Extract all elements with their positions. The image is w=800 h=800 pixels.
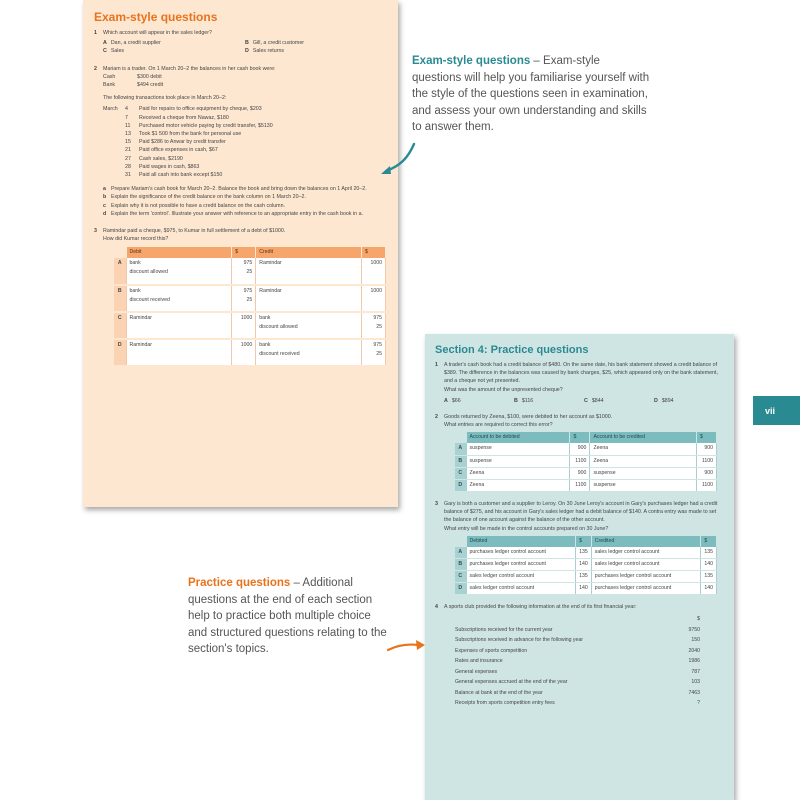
option-a: A Dan, a credit supplier — [103, 40, 161, 47]
transaction-day: 11 — [125, 122, 131, 129]
account-item-label: General expenses — [455, 668, 498, 675]
exam-q1-options — [94, 39, 387, 55]
month-label: March — [103, 106, 118, 113]
transaction-text: Paid for repairs to office equipment by cheque, $203 — [139, 106, 262, 113]
option-b: B $116 — [514, 397, 534, 404]
exam-q3-table: Debit $ Credit $ A bank discount allowed 975 25 Ramindar 1000 B bank discount received 975 25 Ramindar 1000 C Ramindar 1000 bank discount allowed 975 25 D Ramindar 1000 bank discount received 975 25 — [114, 247, 386, 367]
balance-label: Bank — [103, 82, 116, 89]
transaction-text: Paid office expenses in cash, $67 — [139, 147, 218, 154]
account-item-label: Expenses of sports competition — [455, 647, 528, 654]
account-item-label: Balance at bank at the end of the year — [455, 689, 543, 696]
account-item-value: 7463 — [688, 689, 700, 696]
transaction-text: Paid wages in cash, $863 — [139, 163, 200, 170]
table-row: D Zeena 1100 suspense 1100 — [455, 479, 717, 491]
transaction-day: 15 — [125, 139, 131, 146]
practice-questions-panel — [425, 334, 734, 800]
callout-practice: Practice questions – Additional questions at the end of each section help to practice both multiple choice and structured questions relating to the section's topics. — [188, 577, 387, 655]
table-row: B suspense 1100 Zeena 1100 — [455, 455, 717, 467]
transaction-day: 13 — [125, 131, 131, 138]
opening-balances — [94, 73, 387, 89]
callout-exam-style: Exam-style questions – Exam-style questions will help you familiarise yourself with the style of the questions seen in examination, and assess your own understanding and skills to answer them. — [412, 55, 650, 133]
option-c: C $844 — [584, 397, 604, 404]
account-item-value: ? — [697, 700, 700, 707]
account-item-value: 787 — [691, 668, 700, 675]
account-item-label: Subscriptions received in advance for the following year — [455, 637, 584, 644]
table-row: B bank discount received 975 25 Ramindar 1000 — [114, 285, 386, 312]
account-item-value: 103 — [691, 679, 700, 686]
practice-question-4: 4 A sports club provided the following information at the end of its first financial year: $ Subscriptions received for the current year 9750 Subscriptions received in advance for the following year 150 Expenses of sports competition 2040 Rates and insurance 1986 General expenses 787 General expenses accrued at the end of the year 103 Balance at bank at the end of the year 7463 Receipts from sports competition entry fees ? — [435, 603, 724, 709]
table-row: B purchases ledger control account 140 sales ledger control account 140 — [455, 559, 717, 571]
transaction-day: 28 — [125, 163, 131, 170]
option-d: D $894 — [654, 397, 674, 404]
table-row: D Ramindar 1000 bank discount received 975 25 — [114, 339, 386, 366]
account-item-label: Receipts from sports competition entry fees — [455, 700, 555, 707]
transactions-list — [94, 105, 387, 179]
option-a: A $66 — [444, 397, 461, 404]
practice-q2-table: Account to be debited $ Account to be credited $ A suspense 900 Zeena 900 B suspense 1100 Zeena 1100 C Zeena 900 suspense 900 D Zeena 1100 suspense 1100 — [455, 432, 717, 492]
transaction-text: Received a cheque from Nawaz, $180 — [139, 114, 229, 121]
table-row: A suspense 900 Zeena 900 — [455, 443, 717, 455]
practice-question-2: 2 Goods returned by Zeena, $100, were debited to her account as $1000. What entries are required to correct this error? Account to be debited $ Account to be credited $ A suspense 900 Zeena 900 B suspense 1100 Zeena 1100 C Zeena 900 suspense 900 D Zeena 1100 suspense 1100 — [435, 413, 724, 492]
part-b: b Explain the significance of the credit balance on the bank column on 1 March 20–2. — [103, 194, 306, 201]
option-d: D Sales returns — [245, 48, 285, 55]
transaction-text: Purchased motor vehicle paying by credit transfer, $5130 — [139, 122, 273, 129]
table-row: A purchases ledger control account 135 sales ledger control account 135 — [455, 547, 717, 559]
transaction-text: Paid $286 to Anwar by credit transfer — [139, 139, 226, 146]
callout-exam-arrow-icon — [378, 140, 418, 180]
account-item-label: Subscriptions received for the current year — [455, 626, 553, 633]
transaction-day: 31 — [125, 172, 131, 179]
page-number-tab: vii — [753, 396, 800, 425]
transaction-day: 4 — [125, 106, 128, 113]
account-item-value: 2040 — [688, 647, 700, 654]
practice-q3-table: Debited $ Credited $ A purchases ledger control account 135 sales ledger control account 135 B purchases ledger control account 140 sales ledger control account 140 C sales ledger control account 135 purchases ledger control account 135 D sales ledger control account 140 purchases ledger control account 140 — [455, 536, 717, 596]
practice-q1-options — [435, 397, 724, 405]
practice-title: Section 4: Practice questions — [435, 344, 589, 356]
exam-question-1: 1 Which account will appear in the sales ledger? A Dan, a credit supplier B Gill, a credit customer C Sales D Sales returns — [94, 29, 387, 56]
transaction-day: 27 — [125, 155, 131, 162]
callout-practice-arrow-icon — [386, 636, 426, 656]
account-item-value: 9750 — [688, 626, 700, 633]
balance-value: $494 credit — [137, 82, 164, 89]
transaction-text: Paid all cash into bank except $150 — [139, 172, 223, 179]
table-row: C Ramindar 1000 bank discount allowed 975 25 — [114, 312, 386, 339]
balance-label: Cash — [103, 73, 116, 80]
account-item-value: 1986 — [688, 658, 700, 665]
account-item-label: General expenses accrued at the end of the year — [455, 679, 568, 686]
table-row: D sales ledger control account 140 purchases ledger control account 140 — [455, 583, 717, 595]
balance-value: $300 debit — [137, 73, 162, 80]
table-row: C Zeena 900 suspense 900 — [455, 467, 717, 479]
transaction-text: Took $1 500 from the bank for personal use — [139, 131, 242, 138]
transaction-text: Cash sales, $2190 — [139, 155, 183, 162]
exam-title: Exam-style questions — [94, 10, 218, 24]
exam-q2-parts — [94, 185, 387, 218]
part-a: a Prepare Mariam's cash book for March 20–2. Balance the book and bring down the balances on 1 April 20–2. — [103, 186, 367, 193]
table-row: A bank discount allowed 975 25 Ramindar 1000 — [114, 258, 386, 285]
part-d: d Explain the term 'control'. Illustrate your answer with reference to an appropriate entry in the cash book in a. — [103, 210, 363, 217]
option-b: B Gill, a credit customer — [245, 40, 305, 47]
transaction-day: 21 — [125, 147, 131, 154]
practice-question-1: 1 A trader's cash book had a credit balance of $480. On the same date, his bank statement showed a credit balance of $389. The difference in the balances was caused by bank charges, $25, which appeared only on the bank statement, and a cheque not yet presented. What was the amount of the unpresented cheque? A $66 B $116 C $844 D $894 — [435, 361, 724, 405]
account-item-label: Rates and insurance — [455, 658, 503, 665]
club-accounts-list — [435, 625, 724, 709]
transaction-day: 7 — [125, 114, 128, 121]
exam-question-2: 2 Mariam is a trader. On 1 March 20–2 the balances in her cash book were: Cash $300 debit Bank $494 credit The following transactions took place in March 20–2: March 4 Paid for repairs to office equipment by cheque, $203 7 Received a cheque from Nawaz, $180 11 Purchased motor vehicle paying by credit transfer, $5130 13 Took $1 500 from the bank for personal use 15 Paid $286 to Anwar by credit transfer 21 Paid office expenses in cash, $67 27 Cash sales, $2190 28 Paid wages in cash, $863 31 Paid all cash into bank except $150 a Prepare Mariam's cash book for March 20–2. Balance the book and bring down the balances on 1 April 20–2. b Explain the significance of the credit balance on the bank column on 1 March 20–2. c Explain why it is not possible to have a credit balance on the cash column. d Explain the term 'control'. Illustrate your answer with reference to an appropriate entry in the cash book in a. — [94, 65, 387, 218]
exam-questions-panel — [83, 0, 398, 507]
part-c: c Explain why it is not possible to have a credit balance on the cash column. — [103, 202, 286, 209]
exam-question-3: 3 Ramindar paid a cheque, $975, to Kumar in full settlement of a debt of $1000. How did Kumar record this? Debit $ Credit $ A bank discount allowed 975 25 Ramindar 1000 B bank discount received 975 25 Ramindar 1000 C Ramindar 1000 bank discount allowed 975 25 D Ramindar 1000 bank discount received 975 25 — [94, 227, 387, 367]
option-c: C Sales — [103, 48, 125, 55]
practice-question-3: 3 Gary is both a customer and a supplier to Leroy. On 30 June Leroy's account in Gary's purchases ledger had a credit balance of $275, and his account in Gary's sales ledger had a debit balance of $140. A contra entry was made to set the balance of one account against the balance of the other account. What entry will be made in the control accounts prepared on 30 June? Debited $ Credited $ A purchases ledger control account 135 sales ledger control account 135 B purchases ledger control account 140 sales ledger control account 140 C sales ledger control account 135 purchases ledger control account 135 D sales ledger control account 140 purchases ledger control account 140 — [435, 500, 724, 595]
table-row: C sales ledger control account 135 purchases ledger control account 135 — [455, 571, 717, 583]
account-item-value: 150 — [691, 637, 700, 644]
